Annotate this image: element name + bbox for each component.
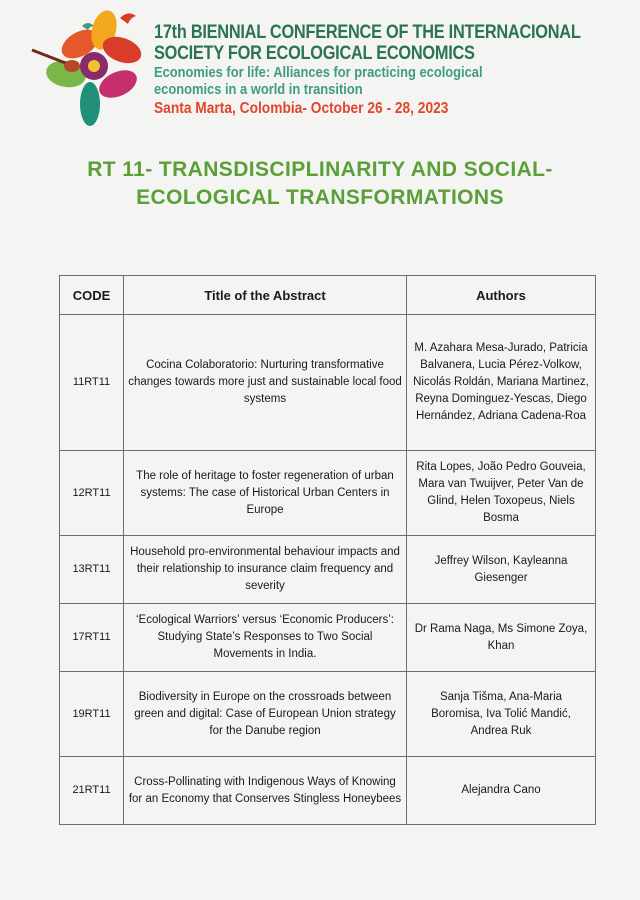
conference-title-line2: SOCIETY FOR ECOLOGICAL ECONOMICS (154, 43, 475, 64)
abstract-title: ‘Ecological Warriors’ versus ‘Economic Producers’: Studying State’s Responses to Two Social Movements in India. (124, 604, 407, 672)
abstracts-table (59, 275, 596, 825)
header-code: CODE (60, 276, 124, 315)
abstract-authors: Rita Lopes, João Pedro Gouveia, Mara van Twuijver, Peter Van de Glind, Helen Toxopeus, Niels Bosma (407, 451, 596, 536)
abstract-code: 17RT11 (60, 604, 124, 672)
abstract-code: 19RT11 (60, 672, 124, 757)
abstract-title: Cocina Colaboratorio: Nurturing transformative changes towards more just and sustainable local food systems (124, 315, 407, 451)
abstract-title: Cross-Pollinating with Indigenous Ways of Knowing for an Economy that Conserves Stingless Honeybees (124, 757, 407, 825)
conference-place-date: Santa Marta, Colombia- October 26 - 28, 2023 (154, 100, 449, 117)
table-row (60, 757, 596, 825)
table-row (60, 536, 596, 604)
table-row (60, 315, 596, 451)
abstract-authors: Alejandra Cano (407, 757, 596, 825)
abstract-code: 11RT11 (60, 315, 124, 451)
abstract-title: Household pro-environmental behaviour impacts and their relationship to insurance claim frequency and severity (124, 536, 407, 604)
conference-subtitle-line1: Economies for life: Alliances for practicing ecological (154, 64, 483, 81)
abstract-code: 12RT11 (60, 451, 124, 536)
abstract-authors: Jeffrey Wilson, Kayleanna Giesenger (407, 536, 596, 604)
conference-logo (28, 4, 150, 134)
abstract-title: The role of heritage to foster regeneration of urban systems: The case of Historical Urban Centers in Europe (124, 451, 407, 536)
conference-subtitle-line2: economics in a world in transition (154, 81, 363, 98)
conference-title-line1: 17th BIENNIAL CONFERENCE OF THE INTERNACIONAL (154, 22, 581, 43)
table-row (60, 672, 596, 757)
table-row (60, 604, 596, 672)
table-header-row (60, 276, 596, 315)
section-title-line1: RT 11- TRANSDISCIPLINARITY AND SOCIAL- (87, 158, 553, 181)
abstract-code: 21RT11 (60, 757, 124, 825)
abstract-authors: Dr Rama Naga, Ms Simone Zoya, Khan (407, 604, 596, 672)
section-title (0, 156, 640, 212)
abstract-title: Biodiversity in Europe on the crossroads between green and digital: Case of European Union strategy for the Danube region (124, 672, 407, 757)
abstract-authors: M. Azahara Mesa-Jurado, Patricia Balvanera, Lucia Pérez-Volkow, Nicolás Roldán, Mariana Martinez, Reyna Dominguez-Yescas, Diego Hernández, Adriana Cadena-Roa (407, 315, 596, 451)
conference-header (154, 22, 624, 119)
section-title-line2: ECOLOGICAL TRANSFORMATIONS (136, 186, 504, 209)
abstract-code: 13RT11 (60, 536, 124, 604)
header-title: Title of the Abstract (124, 276, 407, 315)
abstract-authors: Sanja Tišma, Ana-Maria Boromisa, Iva Tolić Mandić, Andrea Ruk (407, 672, 596, 757)
header-authors: Authors (407, 276, 596, 315)
table-row (60, 451, 596, 536)
